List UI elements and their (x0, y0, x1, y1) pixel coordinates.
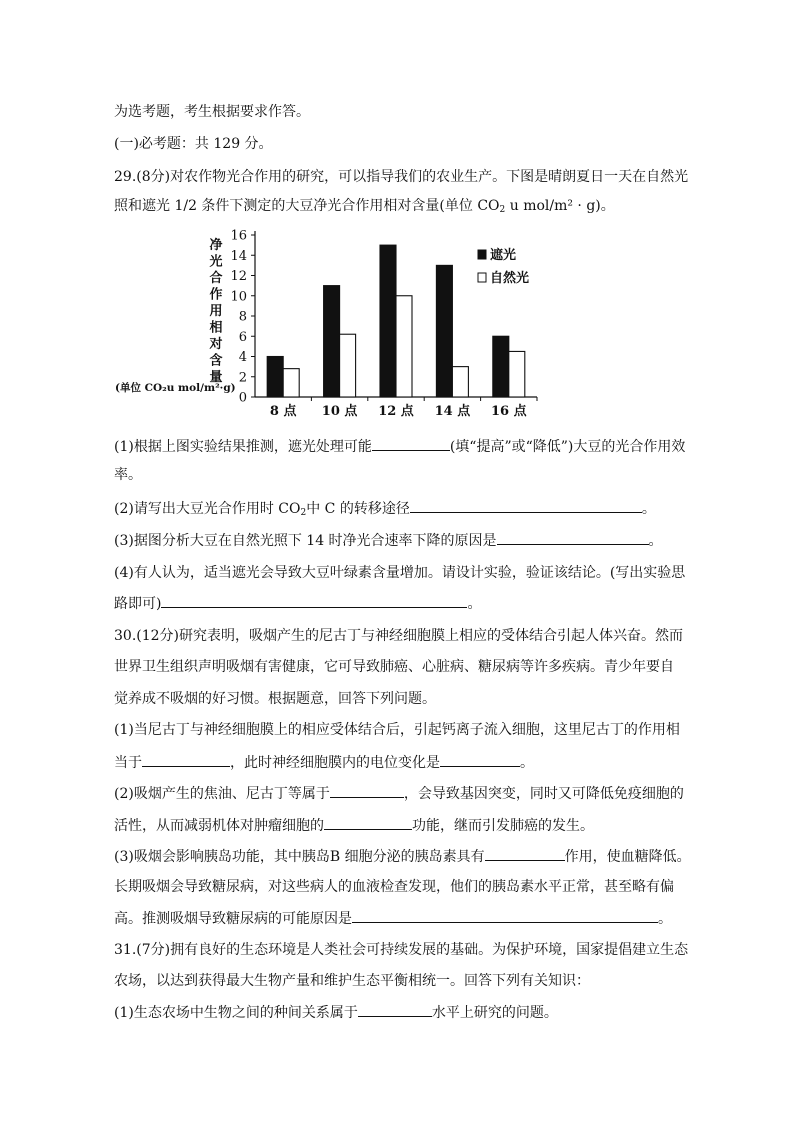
y-tick-label: 16 (230, 228, 247, 244)
x-tick-label: 8 点 (269, 404, 297, 419)
question-29-2: (2)请写出大豆光合作用时 $CO_2$中 C 的转移途径 。 (114, 497, 682, 520)
bar-natural-1 (340, 334, 356, 397)
bar-shaded-2 (380, 245, 396, 397)
bar-natural-4 (509, 351, 525, 397)
y-tick-label: 10 (230, 289, 247, 305)
legend-swatch (478, 273, 486, 282)
x-tick-label: 12 点 (378, 404, 414, 419)
question-29-4-cont: 路即可) 。 (114, 592, 682, 615)
bar-shaded-1 (324, 286, 340, 397)
x-tick-label: 10 点 (321, 404, 358, 419)
y-tick-label: 12 (230, 269, 247, 284)
y-tick-label: 4 (238, 350, 247, 365)
bar-shaded-0 (267, 357, 283, 398)
answer-blank[interactable] (372, 435, 450, 451)
answer-blank[interactable] (352, 907, 658, 923)
y-tick-label: 14 (230, 248, 247, 264)
question-29-1: (1)根据上图实验结果推测，遮光处理可能 (填“提高”或“降低”)大豆的光合作用效 (114, 435, 682, 458)
question-31-1: (1)生态农场中生物之间的种间关系属于 水平上研究的问题。 (114, 1001, 682, 1024)
x-tick-label: 14 点 (434, 404, 471, 419)
question-29-4: (4)有人认为，适当遮光会导致大豆叶绿素含量增加。请设计实验，验证该结论。(写出实验思 (114, 565, 686, 581)
text-line: 为选考题，考生根据要求作答。 (114, 104, 310, 120)
y-tick-label: 6 (238, 329, 247, 345)
question-29-3: (3)据图分析大豆在自然光照下 14 时净光合速率下降的原因是 。 (114, 529, 682, 552)
answer-blank[interactable] (497, 529, 649, 545)
answer-blank[interactable] (440, 751, 520, 767)
question-30-3: (3)吸烟会影响胰岛功能，其中胰岛B 细胞分泌的胰岛素具有 作用，使血糖降低。 (114, 845, 682, 868)
bar-natural-3 (452, 367, 468, 397)
question-31-intro: 31.(7分)拥有良好的生态环境是人类社会可持续发展的基础。为保护环境，国家提倡建立生态 (114, 942, 689, 958)
answer-blank[interactable] (410, 497, 642, 513)
question-30-intro-cont: 世界卫生组织声明吸烟有害健康，它可导致肺癌、心脏病、糖尿病等许多疾病。青少年要自 (114, 659, 674, 675)
question-30-3-cont: 长期吸烟会导致糖尿病，对这些病人的血液检查发现，他们的胰岛素水平正常，甚至略有偏 (114, 879, 674, 895)
svg-text:净光合作用相对含量: 净光合作用相对含量 (209, 238, 223, 385)
question-29-intro-cont: 照和遮光 1/2 条件下测定的大豆净光合作用相对含量(单位 $CO_2$ u mol/m² · g)。 (114, 198, 615, 215)
question-29-intro: 29.(8分)对农作物光合作用的研究，可以指导我们的农业生产。下图是晴朗夏日一天在自然光 (114, 169, 689, 185)
answer-blank[interactable] (485, 845, 565, 861)
answer-blank[interactable] (142, 751, 230, 767)
legend-label: 自然光 (490, 271, 530, 286)
question-30-intro: 30.(12分)研究表明，吸烟产生的尼古丁与神经细胞膜上相应的受体结合引起人体兴奋。然而 (114, 628, 684, 644)
question-30-intro-cont: 觉养成不吸烟的好习惯。根据题意，回答下列问题。 (114, 691, 436, 707)
bar-shaded-4 (493, 336, 509, 397)
bar-natural-2 (396, 296, 412, 397)
y-axis-title (208, 237, 223, 385)
answer-blank[interactable] (324, 814, 412, 830)
answer-blank[interactable] (330, 782, 404, 798)
answer-blank[interactable] (161, 592, 467, 608)
question-30-2-cont: 活性，从而减弱机体对肿瘤细胞的 功能，继而引发肺癌的发生。 (114, 814, 682, 837)
x-tick-label: 16 点 (490, 404, 527, 419)
question-30-1-cont: 当于 ，此时神经细胞膜内的电位变化是 。 (114, 751, 682, 774)
y-tick-label: 8 (238, 309, 247, 325)
question-30-2: (2)吸烟产生的焦油、尼古丁等属于 ，会导致基因突变，同时又可降低免疫细胞的 (114, 782, 682, 805)
y-tick-label: 2 (238, 370, 247, 386)
y-axis-unit: (单位 CO₂u mol/m²·g) (115, 382, 236, 394)
question-30-1: (1)当尼古丁与神经细胞膜上的相应受体结合后，引起钙离子流入细胞，这里尼古丁的作用相 (114, 722, 680, 738)
bar-shaded-3 (436, 265, 452, 397)
question-30-3-cont: 高。推测吸烟导致糖尿病的可能原因是 。 (114, 907, 682, 930)
legend-swatch (478, 250, 486, 259)
question-31-intro-cont: 农场，以达到获得最大生物产量和维护生态平衡相统一。回答下列有关知识： (114, 973, 590, 989)
bar-natural-0 (283, 369, 299, 397)
legend-label: 遮光 (490, 248, 517, 263)
question-29-1-cont: 率。 (114, 467, 142, 483)
y-tick-label: 0 (238, 390, 247, 406)
bar-chart (112, 225, 542, 425)
answer-blank[interactable] (358, 1001, 432, 1017)
section-heading: (一)必考题：共 129 分。 (114, 136, 273, 152)
